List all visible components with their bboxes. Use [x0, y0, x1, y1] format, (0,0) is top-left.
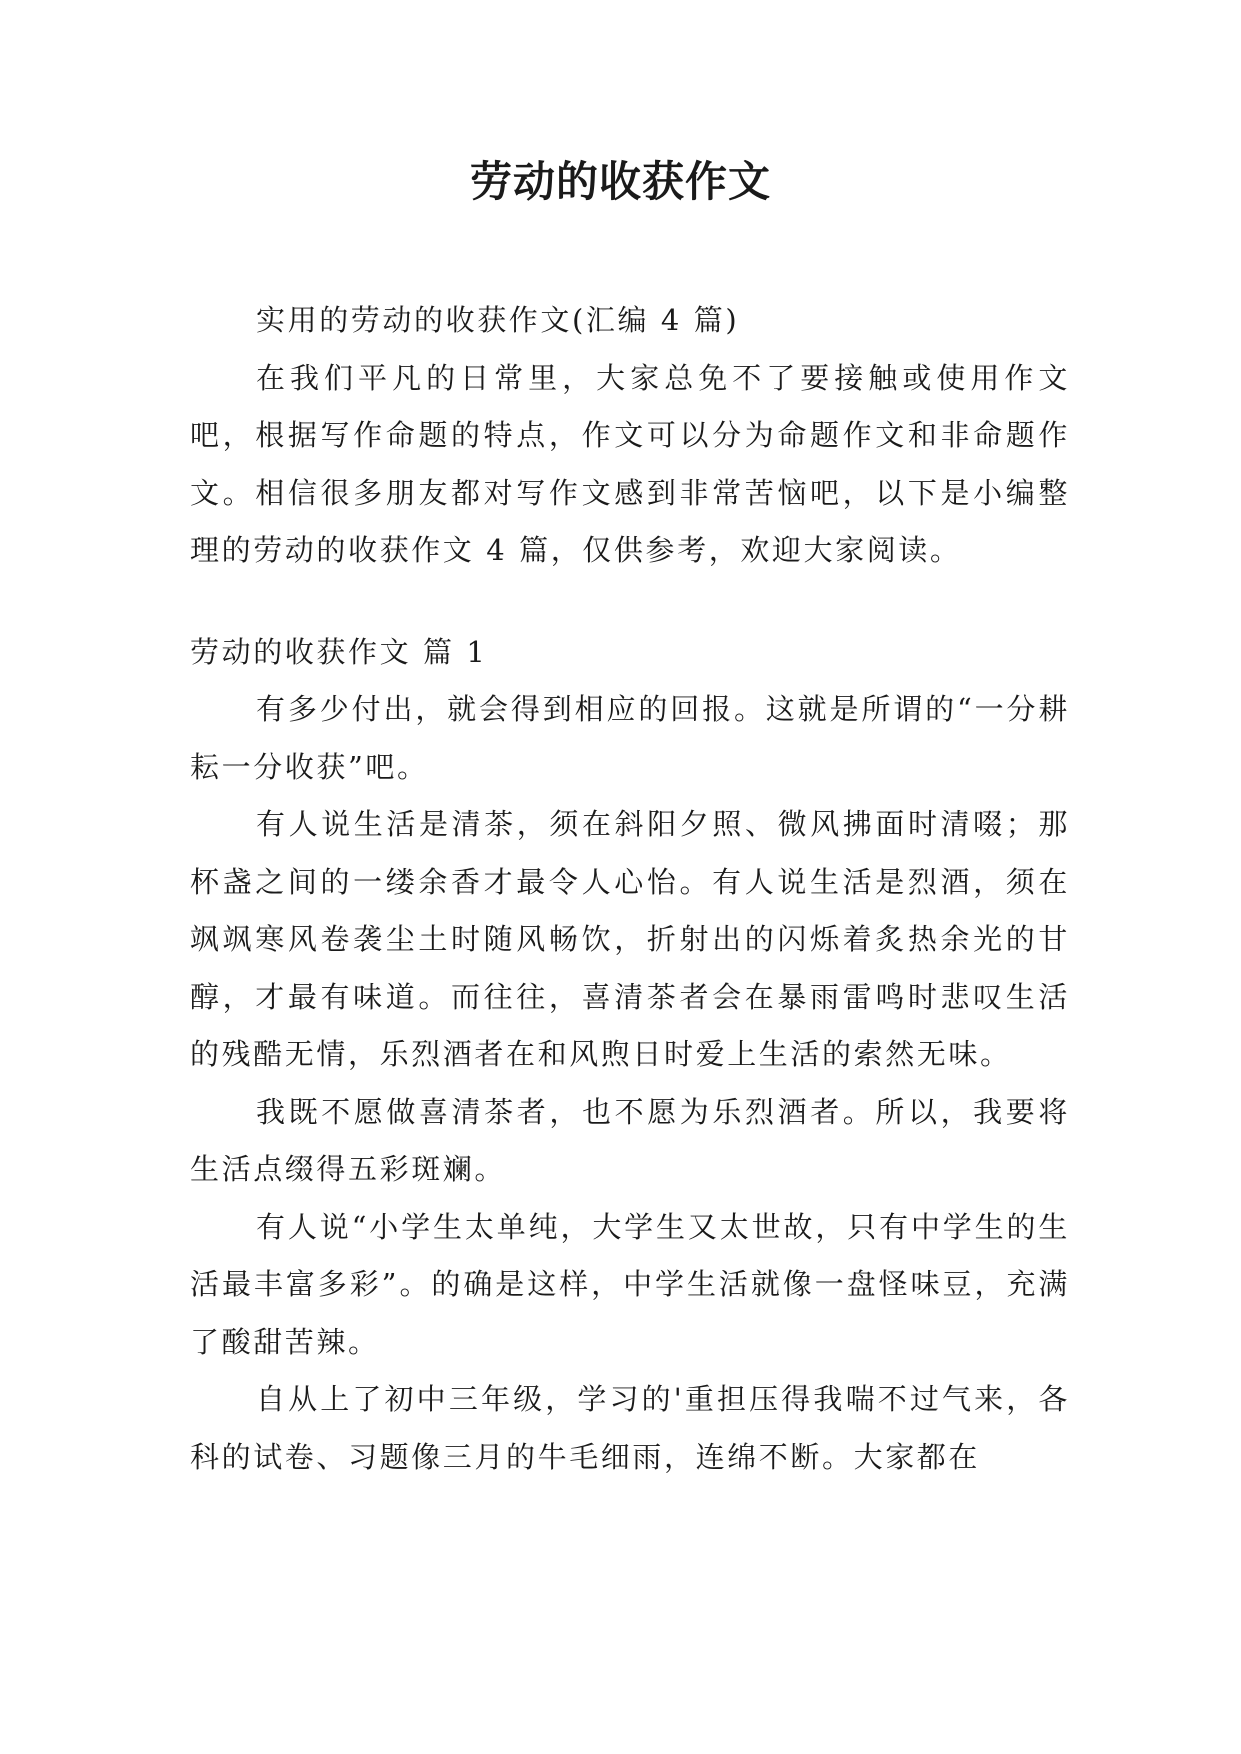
- body-paragraph: 有人说生活是清茶，须在斜阳夕照、微风拂面时清啜；那杯盏之间的一缕余香才最令人心怡。有人说生活是烈酒，须在飒飒寒风卷袭尘土时随风畅饮，折射出的闪烁着炙热余光的甘醇，才最有味道。而往往，喜清茶者会在暴雨雷鸣时悲叹生活的残酷无情，乐烈酒者在和风煦日时爱上生活的索然无味。: [190, 807, 1070, 1071]
- section-heading: 劳动的收获作文 篇 1: [190, 634, 488, 669]
- intro-paragraph: 在我们平凡的日常里，大家总免不了要接触或使用作文吧，根据写作命题的特点，作文可以分为命题作文和非命题作文。相信很多朋友都对写作文感到非常苦恼吧，以下是小编整理的劳动的收获作文 4 篇，仅供参考，欢迎大家阅读。: [190, 360, 1070, 567]
- document-body: [190, 292, 1070, 1486]
- document-subtitle: 实用的劳动的收获作文(汇编 4 篇): [256, 303, 740, 337]
- body-paragraph: 有人说“小学生太单纯，大学生又太世故，只有中学生的生活最丰富多彩”。的确是这样，中学生活就像一盘怪味豆，充满了酸甜苦辣。: [190, 1209, 1070, 1359]
- body-paragraph: 有多少付出，就会得到相应的回报。这就是所谓的“一分耕耘一分收获”吧。: [190, 692, 1070, 784]
- body-paragraph: 我既不愿做喜清茶者，也不愿为乐烈酒者。所以，我要将生活点缀得五彩斑斓。: [190, 1094, 1070, 1186]
- body-paragraph: 自从上了初中三年级，学习的'重担压得我喘不过气来，各科的试卷、习题像三月的牛毛细雨，连绵不断。大家都在: [190, 1382, 1070, 1474]
- document-title: 劳动的收获作文: [469, 157, 771, 206]
